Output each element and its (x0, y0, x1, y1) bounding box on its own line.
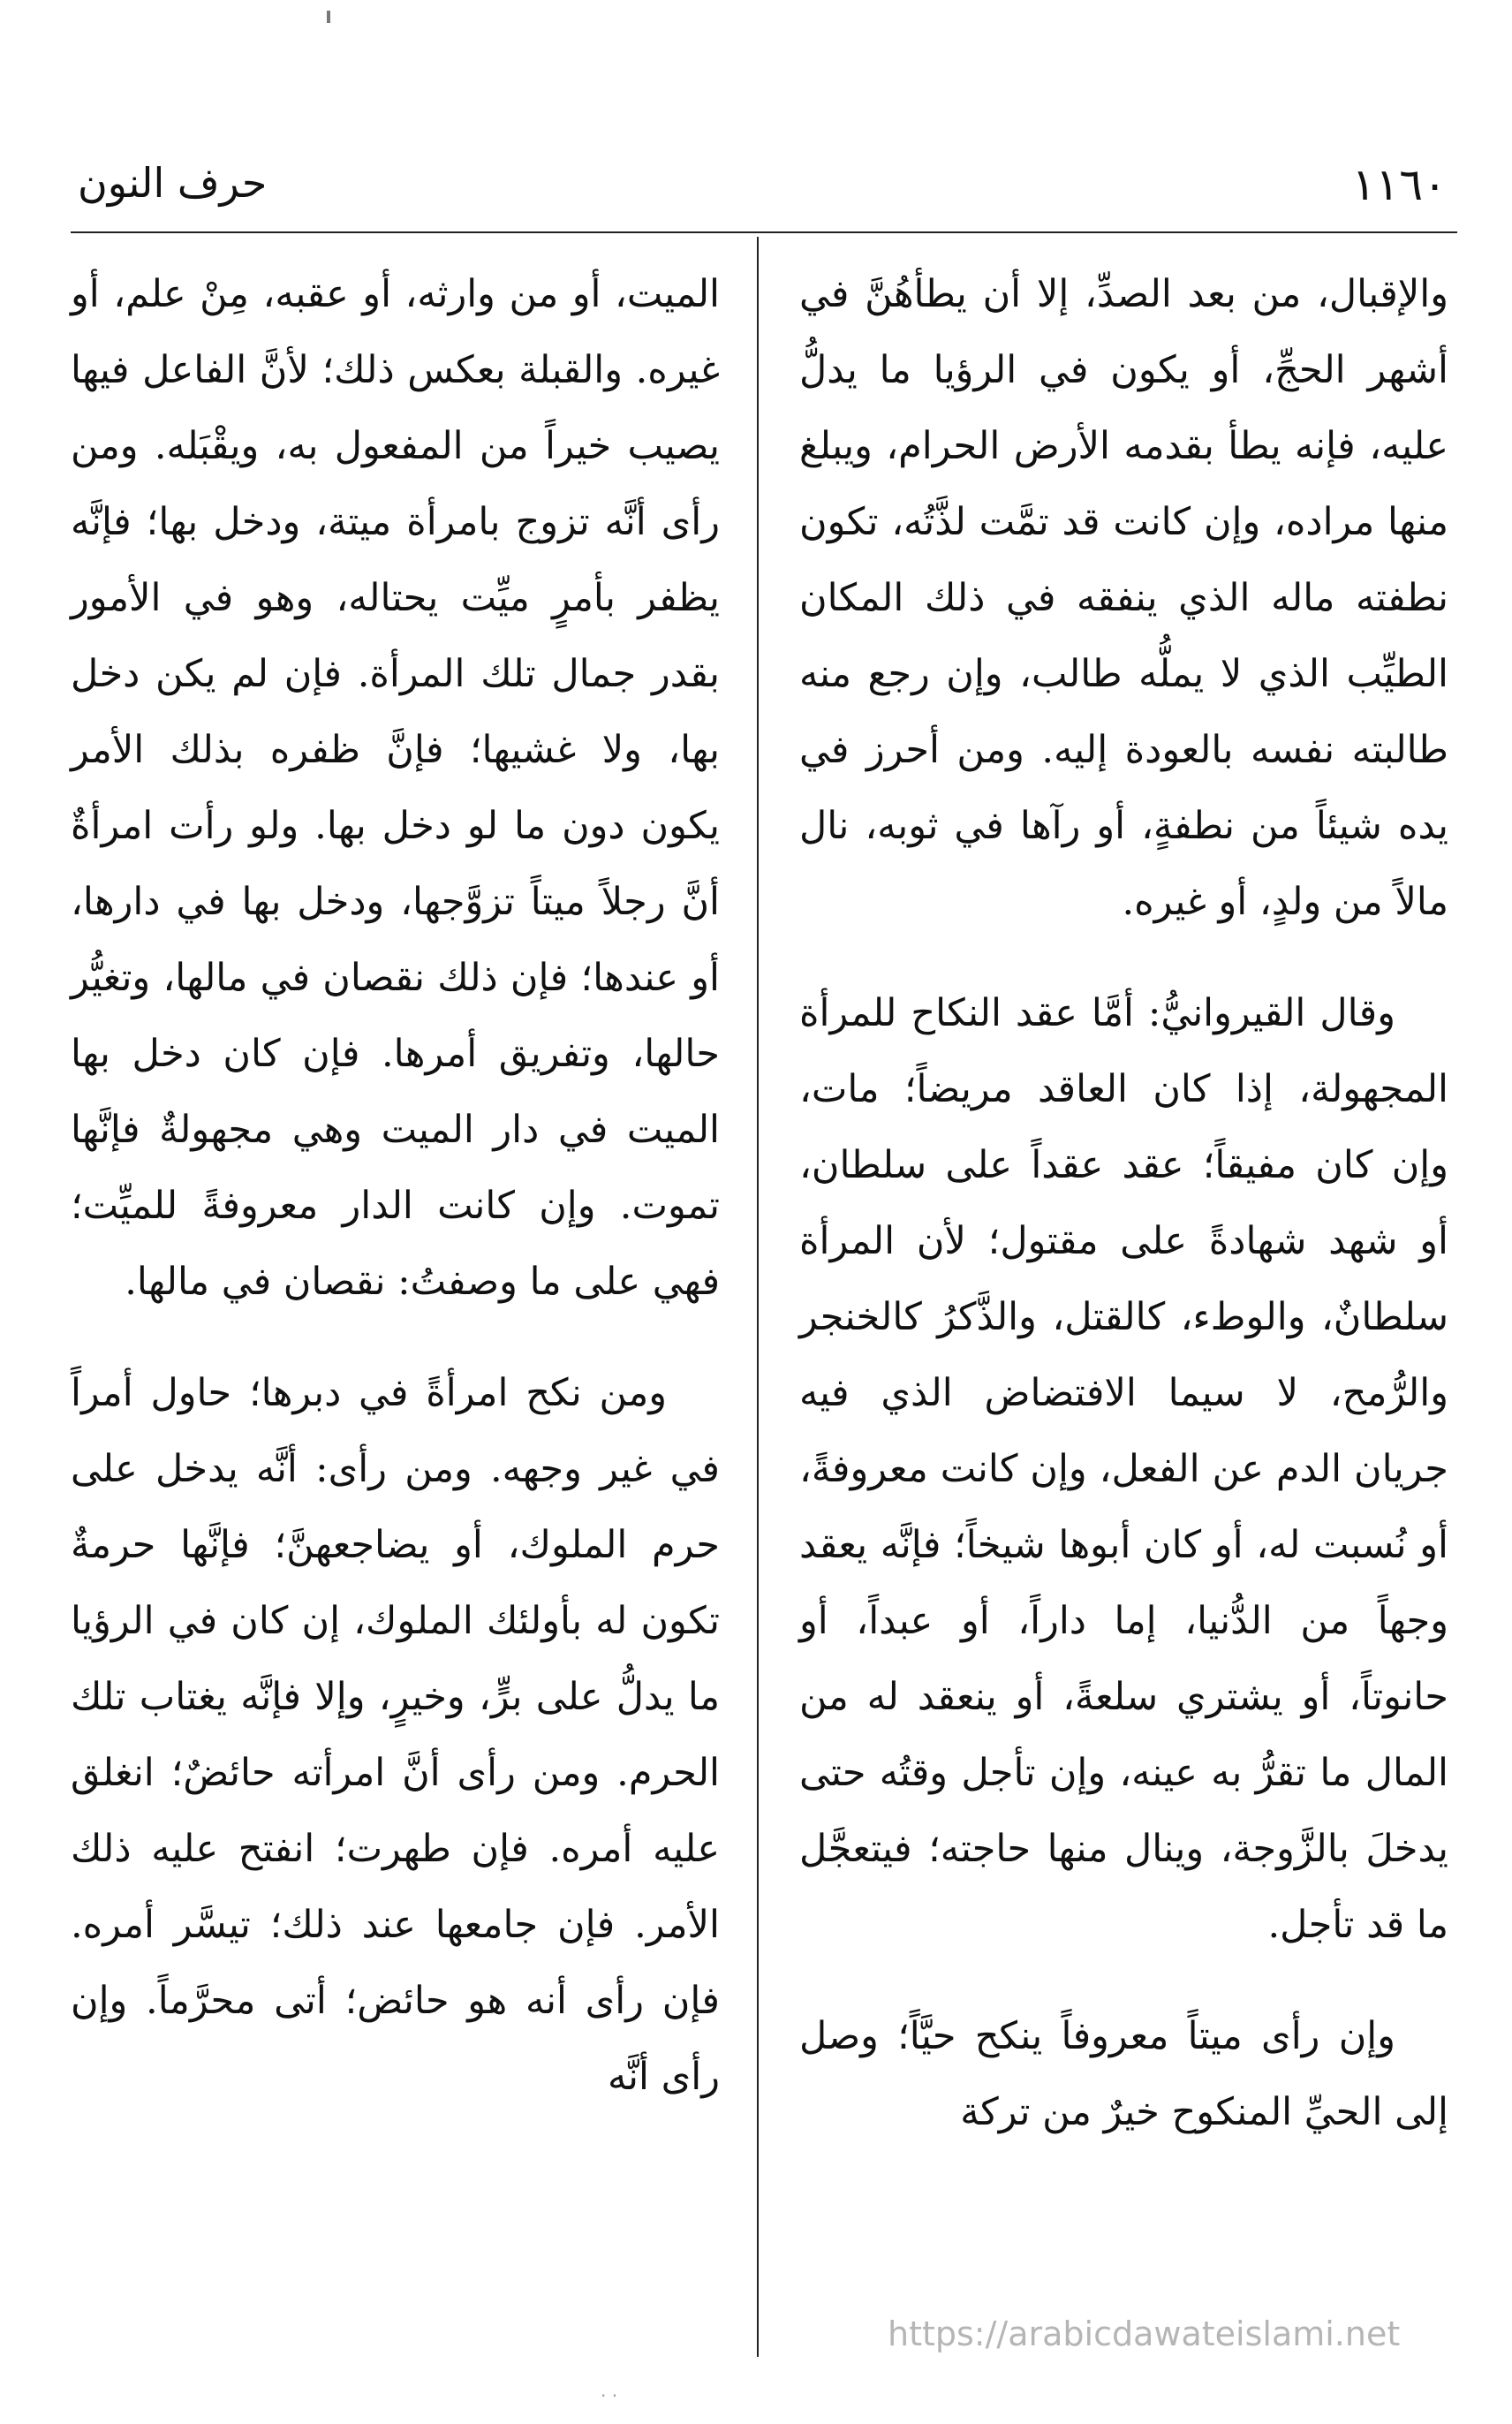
left-paragraph-2: ومن نكح امرأةً في دبرها؛ حاول أمراً في غير وجهه. ومن رأى: أنَّه يدخل على حرم الملوك، أو يضاجعهنَّ؛ فإنَّها حرمةٌ تكون له بأولئك الملوك، إن كان في الرؤيا ما يدلُّ على برٍّ، وخيرٍ، وإلا فإنَّه يغتاب تلك الحرم. ومن رأى أنَّ امرأته حائضٌ؛ انغلق عليه أمره. فإن طهرت؛ انفتح عليه ذلك الأمر. فإن جامعها عند ذلك؛ تيسَّر أمره. فإن رأى أنه هو حائض؛ أتى محرَّماً. وإن رأى أنَّه (71, 1371, 720, 2099)
header-rule (71, 231, 1457, 233)
section-title: حرف النون (78, 159, 268, 207)
page-header (78, 159, 1447, 230)
right-paragraph-3: وإن رأى ميتاً معروفاً ينكح حيَّاً؛ وصل إلى الحيِّ المنكوح خيرٌ من تركة (799, 2014, 1448, 2134)
right-column (799, 256, 1448, 2150)
page-number: ١١٦٠ (1351, 159, 1447, 210)
left-column (71, 256, 720, 2115)
right-paragraph-1: والإقبال، من بعد الصدِّ، إلا أن يطأهُنَّ في أشهر الحجِّ، أو يكون في الرؤيا ما يدلُّ عليه، فإنه يطأ بقدمه الأرض الحرام، ويبلغ منها مراده، وإن كانت قد تمَّت لذَّتُه، تكون نطفته ماله الذي ينفقه في ذلك المكان الطيِّب الذي لا يملُّه طالب، وإن رجع منه طالبته نفسه بالعودة إليه. ومن أحرز في يده شيئاً من نطفةٍ، أو رآها في ثوبه، نال مالاً من ولدٍ، أو غيره. (799, 272, 1448, 924)
right-paragraph-2: وقال القيروانيُّ: أمَّا عقد النكاح للمرأة المجهولة، إذا كان العاقد مريضاً؛ مات، وإن كان مفيقاً؛ عقد عقداً على سلطان، أو شهد شهادةً على مقتول؛ لأن المرأة سلطانٌ، والوطء، كالقتل، والذَّكرُ كالخنجر والرُّمح، لا سيما الافتضاض الذي فيه جريان الدم عن الفعل، وإن كانت معروفةً، أو نُسبت له، أو كان أبوها شيخاً؛ فإنَّه يعقد وجهاً من الدُّنيا، إما داراً، أو عبداً، أو حانوتاً، أو يشتري سلعةً، أو ينعقد له من المال ما تقرُّ به عينه، وإن تأجل وقتُه حتى يدخلَ بالزَّوجة، وينال منها حاجته؛ فيتعجَّل ما قد تأجل. (799, 991, 1448, 1947)
column-divider (757, 237, 759, 2357)
watermark-url: https://arabicdawateislami.net (888, 2314, 1401, 2353)
scan-mark (327, 11, 330, 23)
footer-mark: · · (601, 2385, 618, 2406)
left-paragraph-1: الميت، أو من وارثه، أو عقبه، مِنْ علم، أو غيره. والقبلة بعكس ذلك؛ لأنَّ الفاعل فيها يصيب خيراً من المفعول به، ويقْبَله. ومن رأى أنَّه تزوج بامرأة ميتة، ودخل بها؛ فإنَّه يظفر بأمرٍ ميِّت يحتاله، وهو في الأمور بقدر جمال تلك المرأة. فإن لم يكن دخل بها، ولا غشيها؛ فإنَّ ظفره بذلك الأمر يكون دون ما لو دخل بها. ولو رأت امرأةٌ أنَّ رجلاً ميتاً تزوَّجها، ودخل بها في دارها، أو عندها؛ فإن ذلك نقصان في مالها، وتغيُّر حالها، وتفريق أمرها. فإن كان دخل بها الميت في دار الميت وهي مجهولةٌ فإنَّها تموت. وإن كانت الدار معروفةً للميِّت؛ فهي على ما وصفتُ: نقصان في مالها. (71, 272, 720, 1304)
